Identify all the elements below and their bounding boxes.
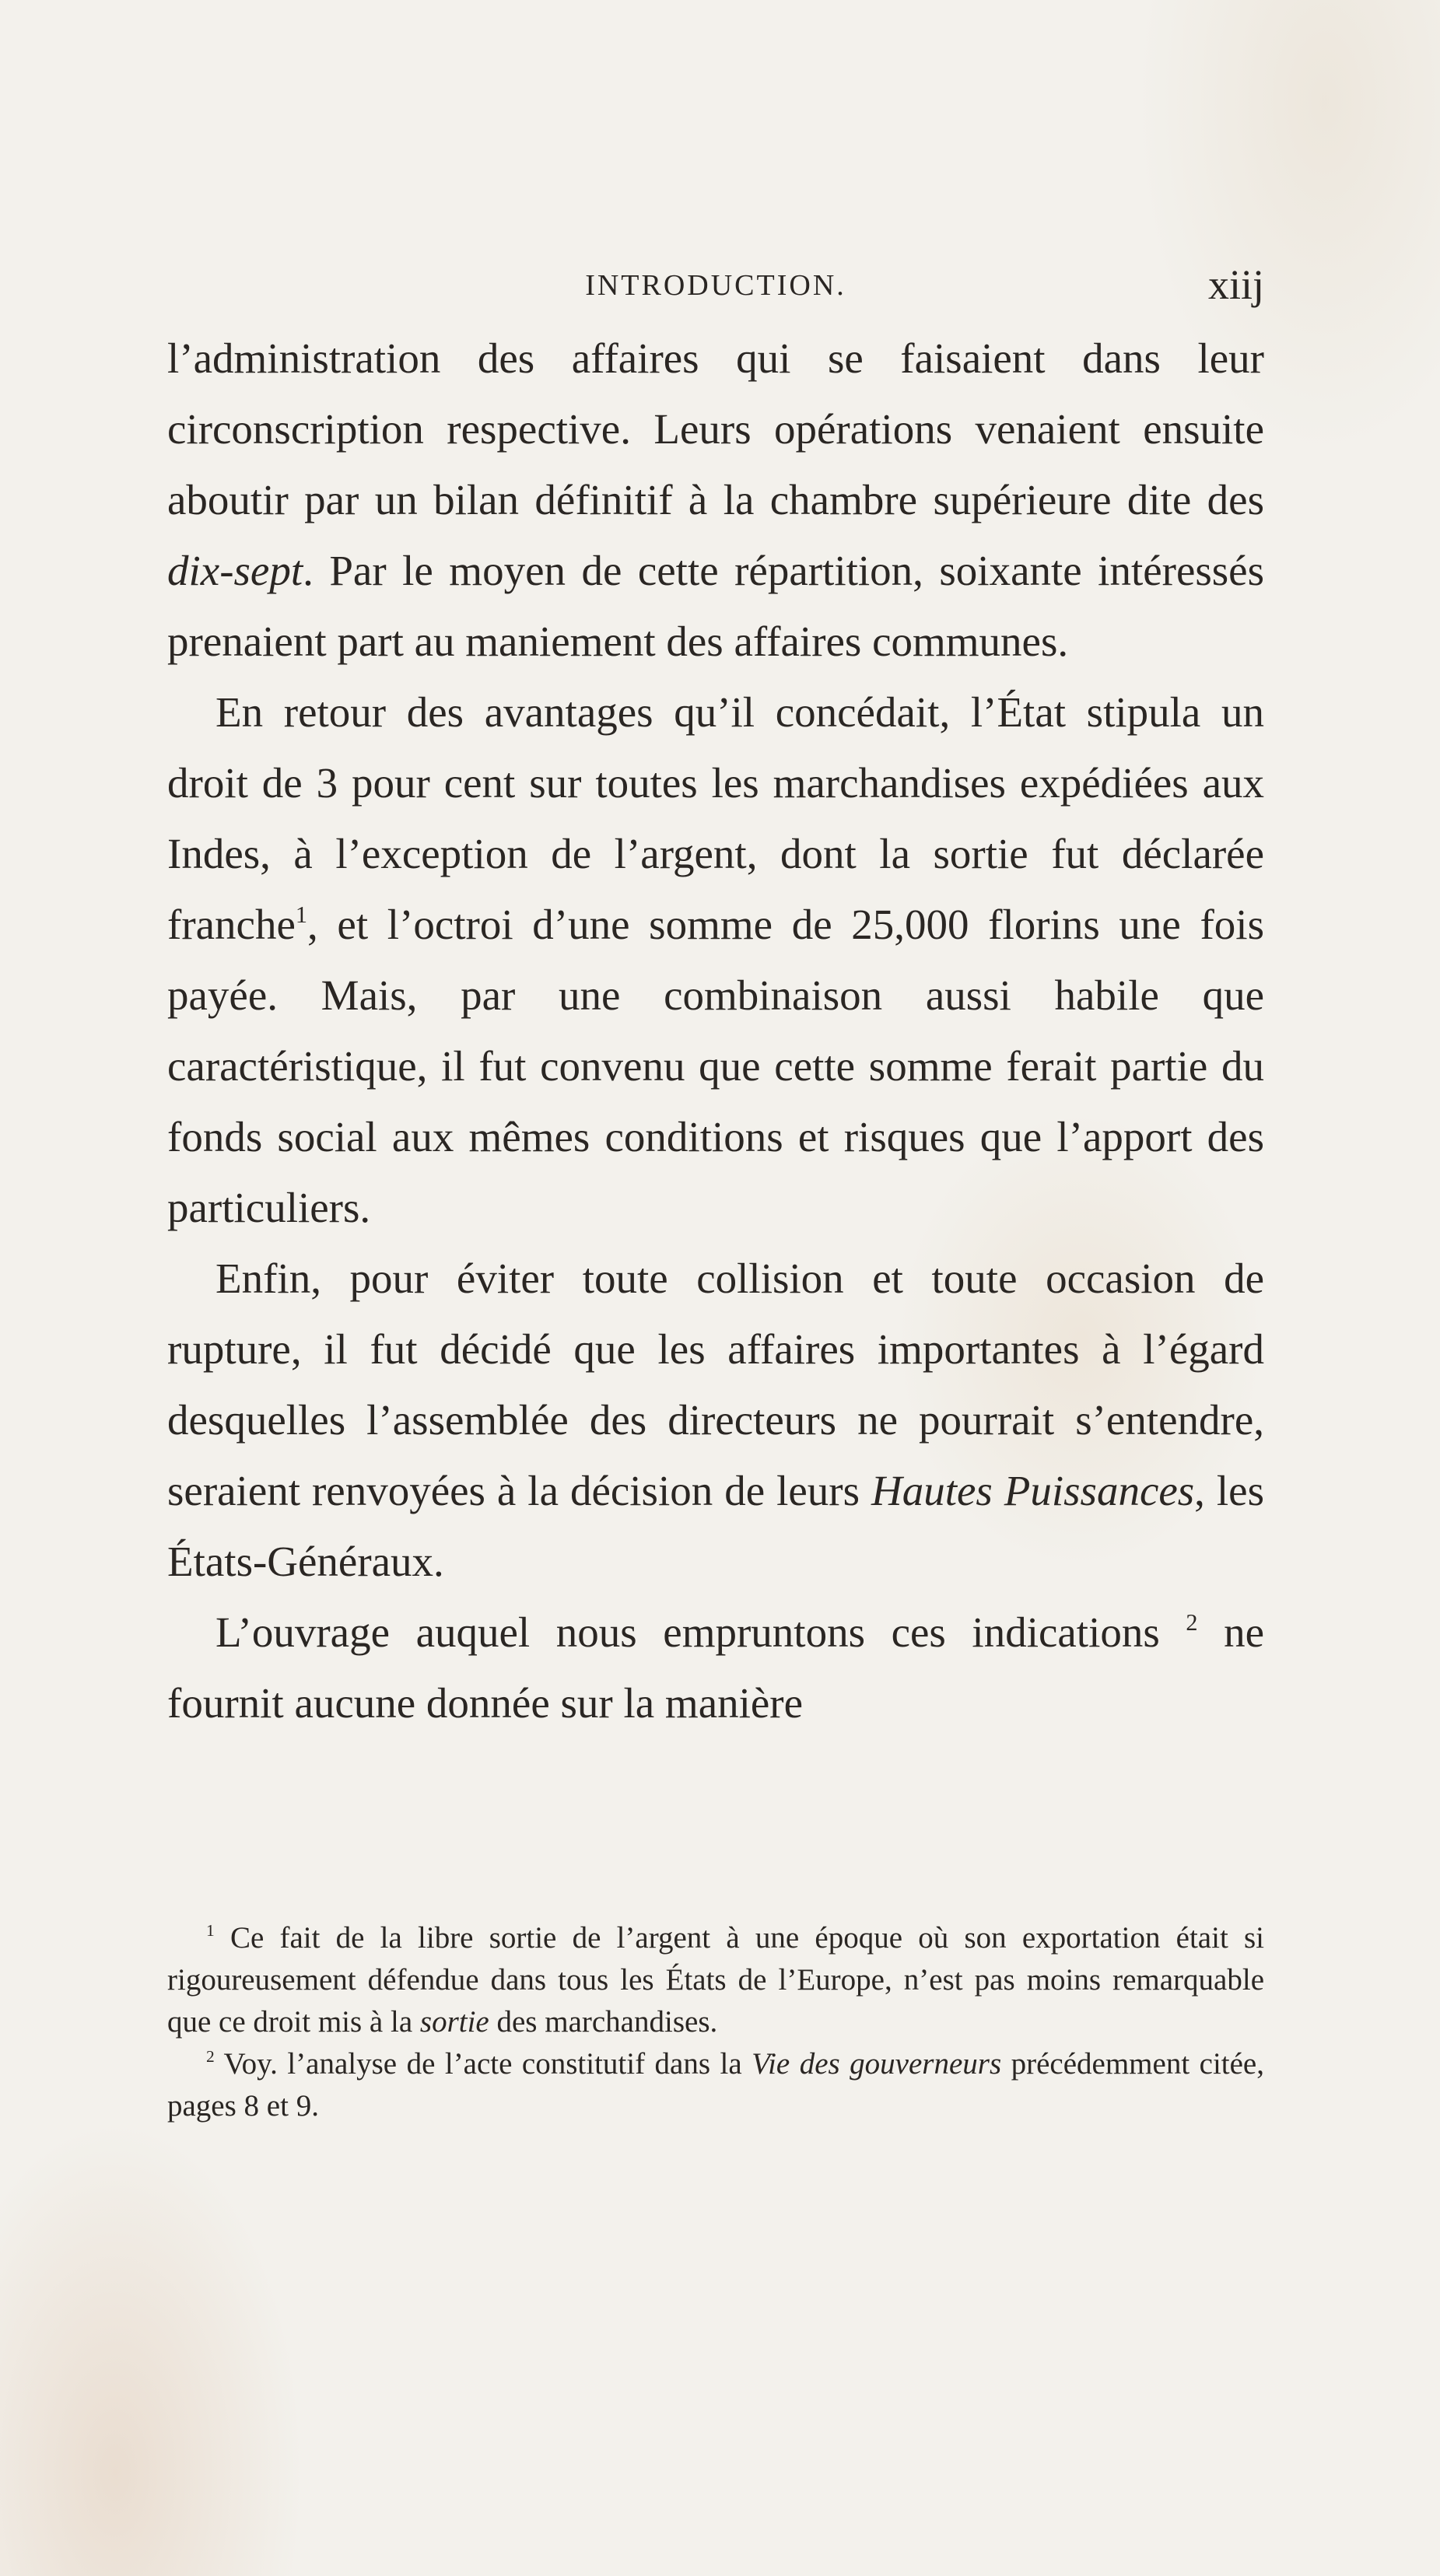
paragraph <box>167 677 1264 1243</box>
page-number: xiij <box>1207 261 1264 308</box>
text-run: l’administration des affaires qui se faisaient dans leur circonscription respective. Leurs opérations venaient ensuite aboutir par un bilan définitif à la chambre supérieure dite des <box>167 334 1264 523</box>
footnote <box>167 1917 1264 2043</box>
paragraph <box>167 1243 1264 1597</box>
footnote-marker: 1 <box>295 901 307 928</box>
italic-text: Hautes Puissances <box>871 1467 1195 1514</box>
paragraph <box>167 323 1264 677</box>
body-text <box>167 323 1264 1738</box>
italic-text: sortie <box>419 2005 489 2039</box>
footnote-marker: 2 <box>1186 1608 1198 1636</box>
text-run: Voy. l’analyse de l’acte constitutif dans la <box>223 2047 752 2081</box>
text-run: L’ouvrage auquel nous empruntons ces indications <box>215 1608 1186 1656</box>
text-run: Enfin, pour éviter toute collision et toute occasion de rupture, il fut décidé que les affaires importantes à l’égard desquelles l’assemblée des directeurs ne pourrait s’entendre, seraient renvoyées à la décision de leurs <box>167 1255 1264 1514</box>
text-run: précédemment citée, pages 8 et 9. <box>167 2047 1264 2123</box>
footnotes <box>167 1917 1264 2127</box>
footnote-number: 1 <box>206 1921 215 1940</box>
text-run: . Par le moyen de cette répartition, soixante intéressés prenaient part au maniement des affaires communes. <box>167 547 1264 665</box>
italic-text: Vie des gouverneurs <box>752 2047 1002 2081</box>
text-run: En retour des avantages qu’il concédait, l’État stipula un droit de 3 pour cent sur toutes les marchandises expédiées aux Indes, à l’exception de l’argent, dont la sortie fut déclarée franche <box>167 688 1264 948</box>
running-title: INTRODUCTION. <box>585 269 846 302</box>
paragraph <box>167 1597 1264 1738</box>
footnote <box>167 2043 1264 2127</box>
footnote-number: 2 <box>206 2047 215 2066</box>
text-run: , les États-Généraux. <box>167 1467 1264 1585</box>
text-run: , et l’octroi d’une somme de 25,000 florins une fois payée. Mais, par une combinaison aussi habile que caractéristique, il fut convenu que cette somme ferait partie du fonds social aux mêmes conditions et risques que l’apport des particuliers. <box>167 901 1264 1231</box>
italic-text: dix-sept <box>167 547 303 594</box>
text-run: Ce fait de la libre sortie de l’argent à une époque où son exportation était si rigoureusement défendue dans tous les États de l’Europe, n’est pas moins remarquable que ce droit mis à la <box>167 1921 1265 2039</box>
running-head <box>167 261 1264 315</box>
text-run: ne fournit aucune donnée sur la manière <box>167 1608 1264 1727</box>
text-run: des marchandises. <box>489 2005 718 2039</box>
